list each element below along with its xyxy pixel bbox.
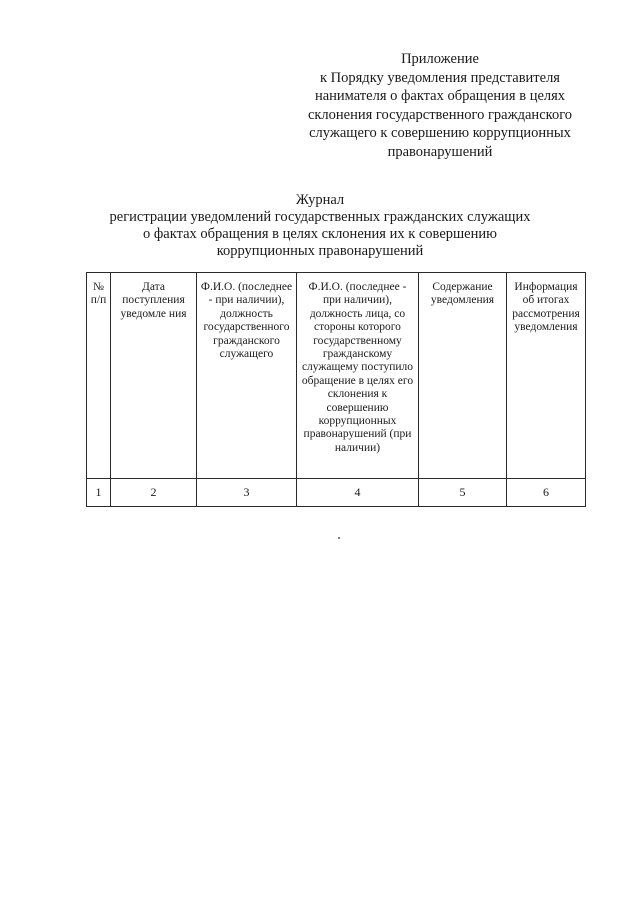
header-cell-number: № п/п	[87, 273, 111, 479]
appendix-line: служащего к совершению коррупционных	[309, 125, 571, 141]
header-cell-result: Информация об итогах рассмотрения уведомления	[507, 273, 586, 479]
column-number-cell: 6	[507, 479, 586, 507]
journal-title-line: коррупционных правонарушений	[216, 243, 424, 259]
journal-title	[80, 192, 560, 260]
journal-title-line: о фактах обращения в целях склонения их к совершению	[143, 226, 497, 242]
appendix-line: склонения государственного гражданского	[307, 106, 573, 123]
header-cell-person-name: Ф.И.О. (последнее - при наличии), должность лица, со стороны которого государственному гражданскому служащему поступило обращение в целях его склонения к совершению коррупционных правонарушений (при наличии)	[297, 273, 419, 479]
header-cell-content: Содержание уведомления	[419, 273, 507, 479]
column-number-cell: 5	[419, 479, 507, 507]
appendix-block	[300, 50, 580, 161]
column-number-cell: 4	[297, 479, 419, 507]
column-number-cell: 2	[111, 479, 197, 507]
appendix-line: Приложение	[401, 51, 479, 67]
appendix-line: правонарушений	[387, 143, 493, 160]
table-row	[87, 479, 586, 507]
header-cell-servant-name: Ф.И.О. (последнее - при наличии), должность государственного гражданского служащего	[197, 273, 297, 479]
journal-title-line: регистрации уведомлений государственных гражданских служащих	[109, 209, 531, 225]
journal-title-line: Журнал	[295, 192, 345, 208]
scan-speck	[338, 537, 340, 539]
registration-journal-table	[86, 272, 586, 507]
appendix-line: к Порядку уведомления представителя	[320, 69, 560, 86]
table-header-row	[87, 273, 586, 479]
appendix-line: нанимателя о фактах обращения в целях	[314, 88, 566, 104]
column-number-cell: 3	[197, 479, 297, 507]
header-cell-date: Дата поступления уведомле ния	[111, 273, 197, 479]
column-number-cell: 1	[87, 479, 111, 507]
